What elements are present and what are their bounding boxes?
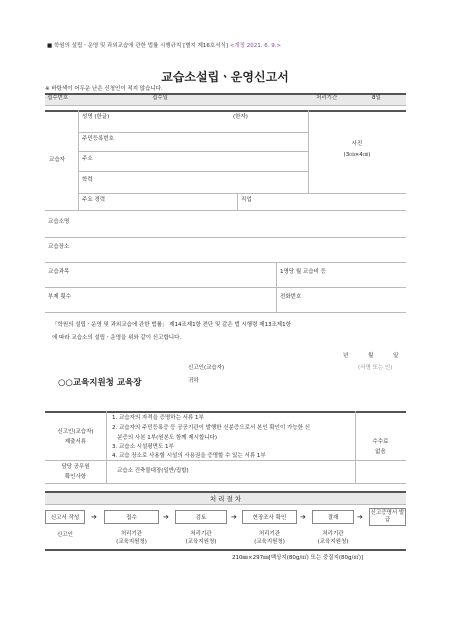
photo-size: (3㎝×4㎝) — [343, 151, 371, 158]
step-receipt: 접수 — [104, 510, 159, 524]
document-item-3: 3. 교습소 시설평면도 1부 — [112, 444, 174, 450]
bullet-icon: ■ — [47, 43, 53, 49]
arrow-right-icon: ➔ — [231, 513, 237, 521]
rrn-label[interactable]: 주민등록번호 — [82, 136, 114, 142]
photo-label: 사진 — [351, 141, 363, 147]
arrow-right-icon: ➔ — [163, 513, 169, 521]
document-item-4: 4. 교습 장소로 사용할 시설의 사용권을 증명할 수 있는 서류 1부 — [112, 453, 266, 459]
actor-agency: 처리기관 (교육지원청) — [254, 531, 285, 546]
phone-field[interactable]: 전화번호 — [280, 294, 302, 300]
signature-field[interactable]: (서명 또는 인) — [358, 365, 393, 371]
date-month[interactable]: 월 — [368, 353, 374, 359]
recipient: ○○교육지원청 교육장 — [58, 378, 142, 388]
job-label[interactable]: 직업 — [241, 197, 252, 203]
page-title: 교습소설립ㆍ운영신고서 — [161, 70, 289, 84]
career-label[interactable]: 주요 경력 — [82, 197, 106, 203]
hanja-name-label[interactable]: (한자) — [233, 114, 248, 120]
arrow-right-icon: ➔ — [357, 513, 363, 521]
processing-period-label: 처리기간 — [316, 95, 338, 101]
declaration-line-2: 에 따라 교습소의 설립ㆍ운영을 위와 같이 신고합니다. — [52, 335, 182, 341]
step-site-inspection: 현장조사 확인 — [242, 510, 297, 524]
actor-agency: 처리기관 (교육지원청) — [116, 531, 147, 546]
amendment-date: <개정 2021. 6. 9.> — [229, 43, 282, 49]
official-check-label: 담당 공무원 확인사항 — [61, 464, 90, 480]
photo-box — [308, 110, 406, 193]
fee-box: 수수료 없음 — [372, 439, 389, 455]
paper-spec: 210㎜×297㎜[백상지(80g/㎡) 또는 중질지(80g/㎡)] — [232, 555, 364, 561]
applicant-group-label: 교습자 — [49, 157, 65, 163]
recipient-honorific: 귀하 — [188, 378, 199, 384]
arrow-right-icon: ➔ — [91, 513, 97, 521]
reporter-label: 신고인(교습자) — [188, 365, 225, 371]
education-label[interactable]: 학력 — [82, 177, 93, 183]
declaration-line-1: 「학원의 설립ㆍ운영 및 과외교습에 관한 법률」 제14조제1항 전단 및 같은 법 시행령 제13조제1항 — [52, 322, 291, 328]
actor-agency: 처리기관 (교육지원청) — [185, 531, 217, 546]
step-review: 검토 — [175, 510, 227, 524]
shade-notice: ※ 바탕색이 어두운 난은 신청인이 적지 않습니다. — [45, 86, 163, 92]
monthly-fee-field[interactable]: 1명당 월 교습비 등 — [280, 269, 326, 275]
document-item-1: 1. 교습자의 자격을 증명하는 서류 1부 — [112, 415, 204, 421]
document-item-2: 2. 교습자의 주민등록증 등 공공기관이 발행한 신분증으로서 본인 확인이 가능한 신 — [112, 425, 311, 431]
arrow-right-icon: ➔ — [300, 513, 306, 521]
processing-period-value: 8일 — [372, 95, 381, 101]
date-year[interactable]: 년 — [343, 353, 349, 359]
school-name-field[interactable]: 교습소명 — [48, 219, 70, 225]
document-item-2-cont: 분증의 사본 1부(원본도 함께 제시합니다) — [112, 435, 218, 441]
location-field[interactable]: 교습장소 — [48, 244, 70, 250]
name-label[interactable]: 성명 (한글) — [82, 114, 110, 120]
receipt-date-label: 접수일 — [152, 95, 168, 101]
address-label[interactable]: 주소 — [82, 156, 93, 162]
form-reference — [47, 44, 281, 50]
date-day[interactable]: 일 — [393, 353, 399, 359]
official-check-value: 교습소 건축물대장(일반/집합) — [117, 468, 189, 474]
documents-label: 신고인(교습자) 제출서류 — [57, 429, 94, 445]
receipt-no-label: 접수번호 — [47, 95, 69, 101]
step-approval: 결재 — [312, 510, 354, 524]
law-reference: 학원의 설립ㆍ운영 및 과외교습에 관한 법률 시행규칙 [별지 제16호서식] — [53, 43, 228, 49]
step-issue-certificate: 신고증명서 발급 — [369, 508, 406, 526]
actor-agency: 처리기관 (교육지원청) — [317, 531, 349, 546]
part-time-field[interactable]: 부제 횟수 — [48, 294, 72, 300]
step-write-form: 신고서 작성 — [45, 510, 85, 524]
actor-applicant: 신고인 — [57, 532, 73, 538]
subject-field[interactable]: 교습과목 — [48, 269, 70, 275]
procedure-title: 처 리 절 차 — [209, 495, 242, 503]
procedure-header — [45, 491, 406, 505]
